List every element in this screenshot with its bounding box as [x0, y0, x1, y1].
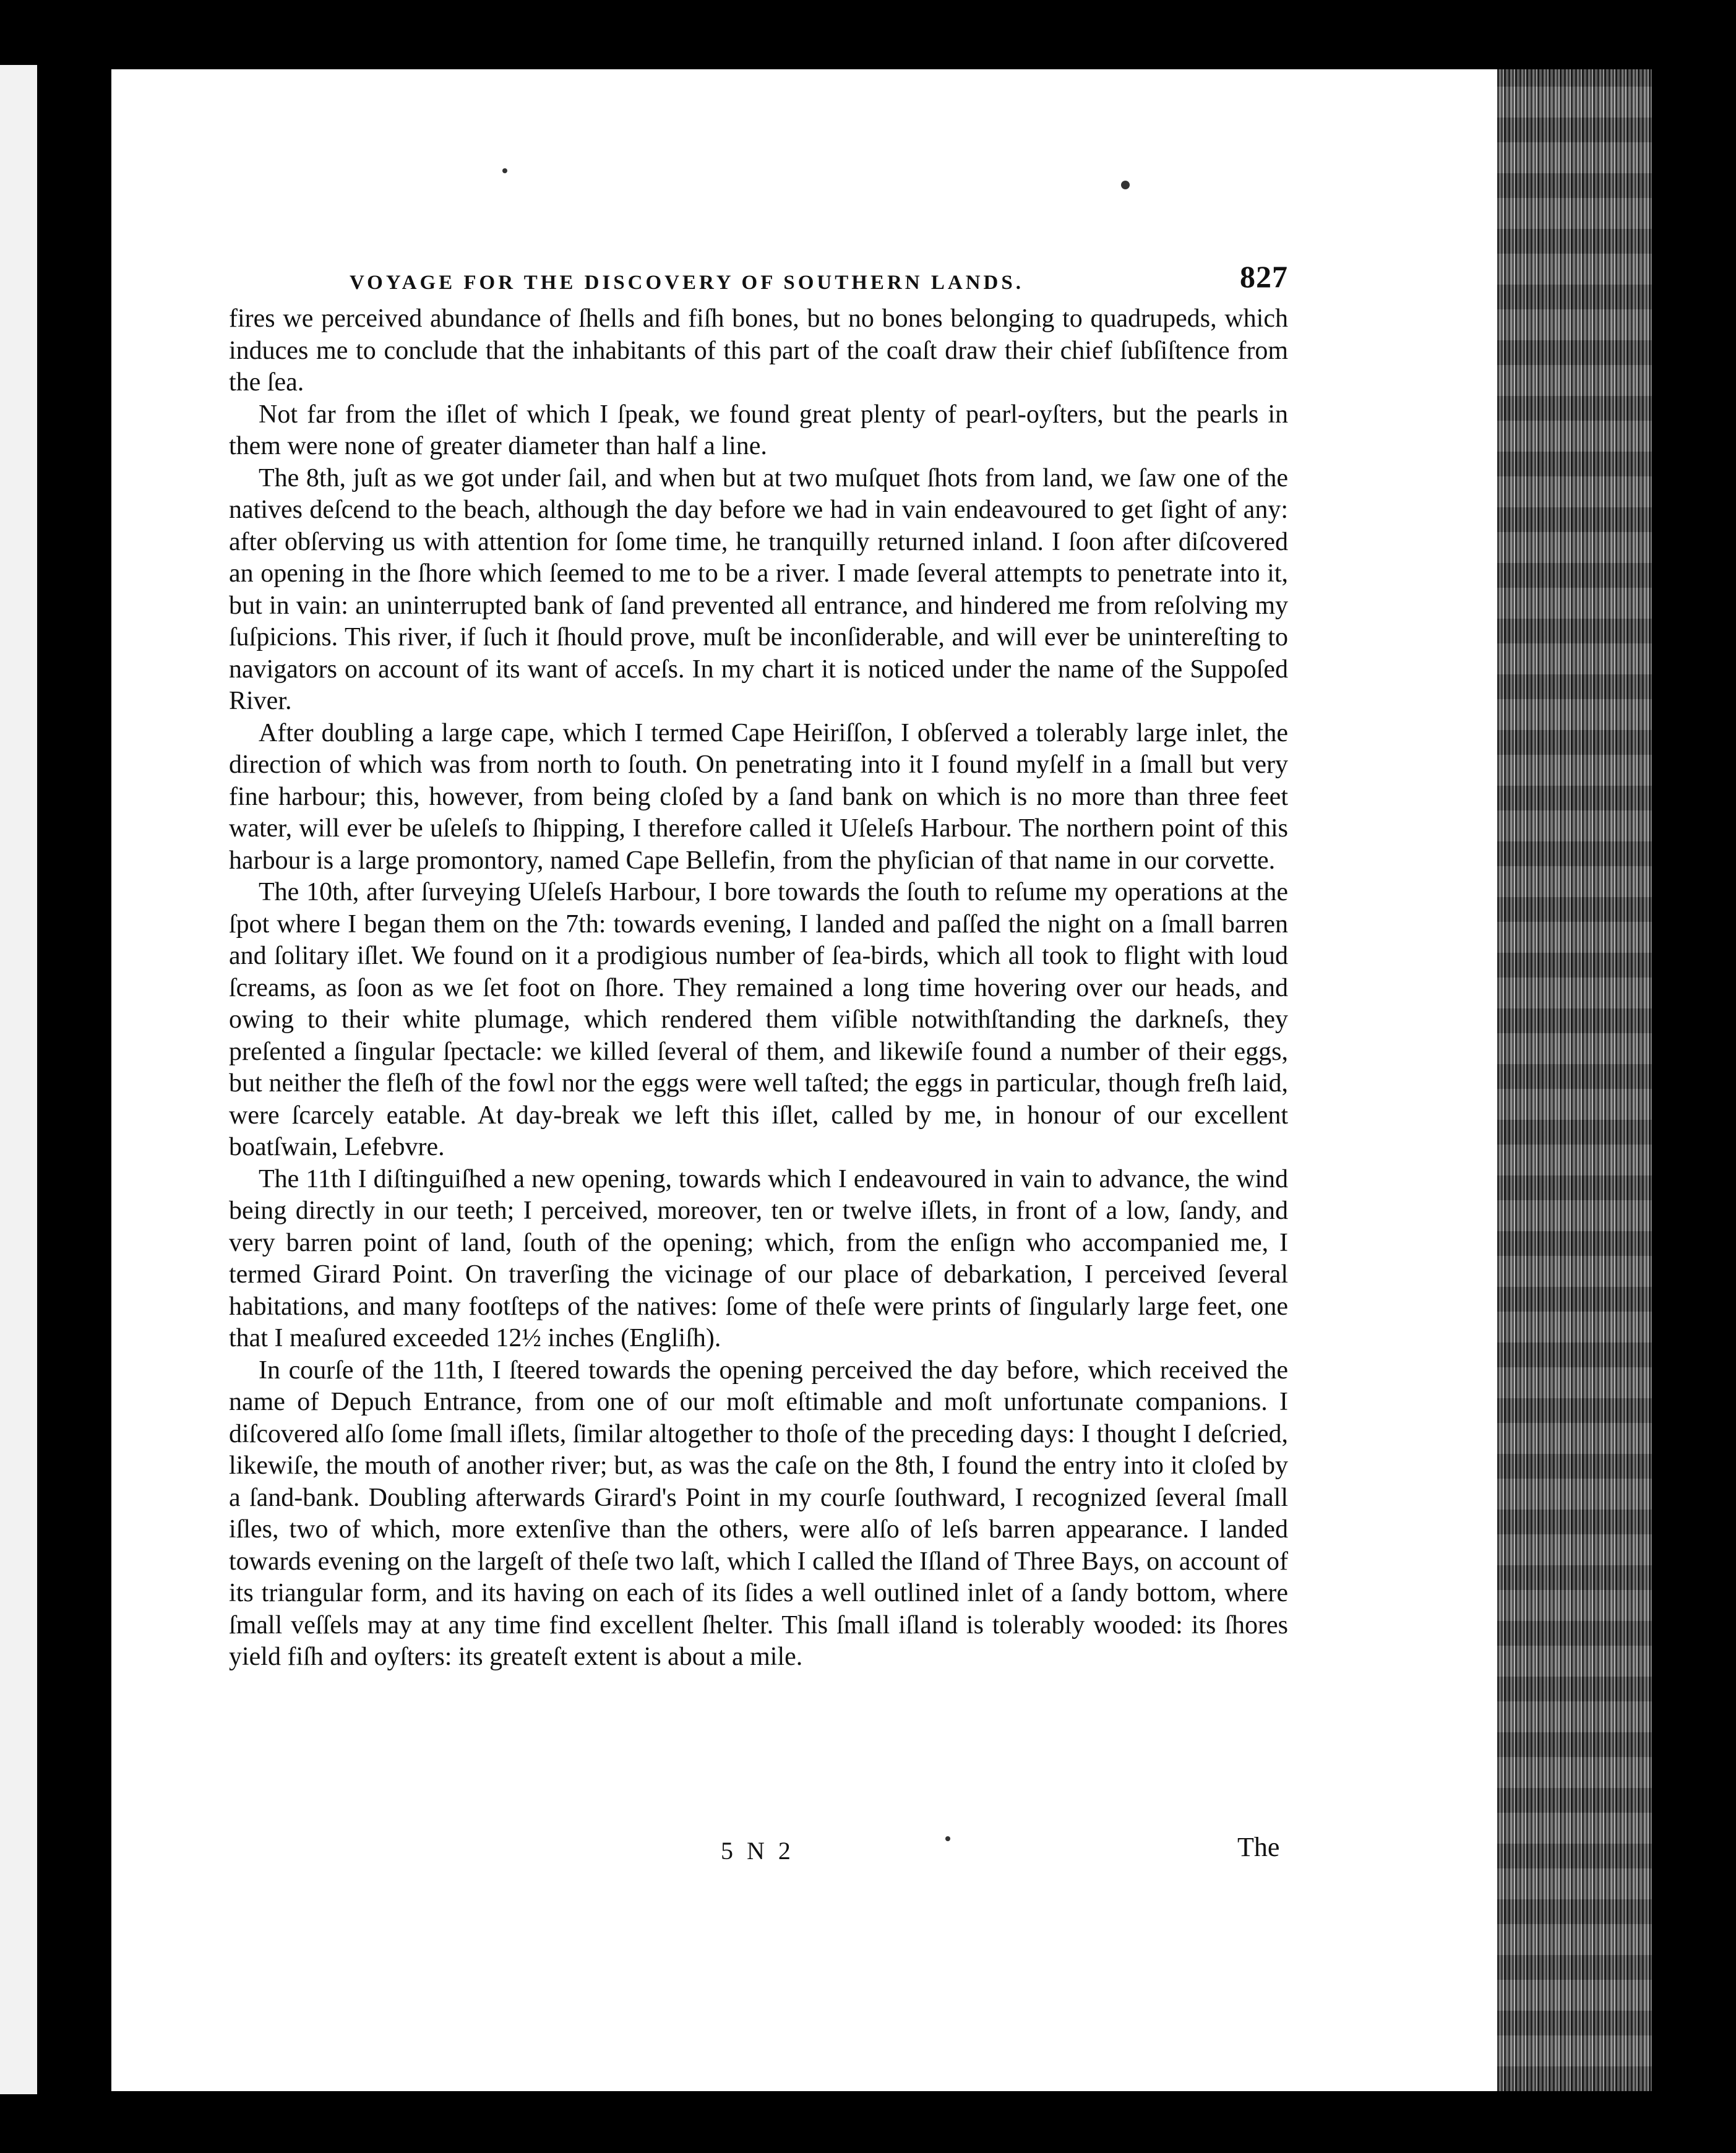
signature-mark: 5 N 2 — [721, 1837, 794, 1865]
paragraph: In courſe of the 11th, I ſteered towards the opening perceived the day before, which received the name of Depuch Entrance, from one of our moſt eſtimable and moſt unfortunate companions. I diſcovered alſo ſome ſmall iſlets, ſimilar altogether to thoſe of the preceding days: I thought I deſcried, likewiſe, the mouth of another river; but, as was the caſe on the 8th, I found the entry into it cloſed by a ſand-bank. Doubling afterwards Girard's Point in my courſe ſouthward, I recognized ſeveral ſmall iſles, two of which, more extenſive than the others, were alſo of leſs barren appearance. I landed towards evening on the largeſt of theſe two laſt, which I called the Iſland of Three Bays, on account of its triangular form, and its having on each of its ſides a well outlined inlet of a ſandy bottom, where ſmall veſſels may at any time find excellent ſhelter. This ſmall iſland is tolerably wooded: its ſhores yield fiſh and oyſters: its greateſt extent is about a mile. — [229, 1356, 1288, 1671]
paragraph: The 10th, after ſurveying Uſeleſs Harbour, I bore towards the ſouth to reſume my operations at the ſpot where I began them on the 7th: towards evening, I landed and paſſed the night on a ſmall barren and ſolitary iſlet. We found on it a prodigious number of ſea-birds, which all took to flight with loud ſcreams, as ſoon as we ſet foot on ſhore. They remained a long time hovering over our heads, and owing to their white plumage, which rendered them viſible notwithſtanding the darkneſs, they preſented a ſingular ſpectacle: we killed ſeveral of them, and likewiſe found a number of their eggs, but neither the fleſh of the fowl nor the eggs were well taſted; the eggs in particular, though freſh laid, were ſcarcely eatable. At day-break we left this iſlet, called by me, in honour of our excellent boatſwain, Lefebvre. — [229, 878, 1288, 1161]
catchword: The — [1237, 1832, 1280, 1862]
page-number: 827 — [1240, 259, 1288, 294]
ink-speck — [945, 1836, 950, 1841]
scan-right-margin — [1652, 69, 1736, 2091]
running-head — [229, 251, 1288, 294]
ink-speck — [502, 168, 507, 173]
body-text — [229, 303, 1288, 1674]
paragraph: The 8th, juſt as we got under ſail, and when but at two muſquet ſhots from land, we ſaw one of the natives deſcend to the beach, although the day before we had in vain endeavoured to get ſight of any: after obſerving us with attention for ſome time, he tranquilly returned inland. I ſoon after diſcovered an opening in the ſhore which ſeemed to me to be a river. I made ſeveral attempts to penetrate into it, but in vain: an uninterrupted bank of ſand prevented all entrance, and hindered me from reſolving my ſuſpicions. This river, if ſuch it ſhould prove, muſt be inconſiderable, and will ever be unintereſting to navigators on account of its want of acceſs. In my chart it is noticed under the name of the Suppoſed River. — [229, 463, 1288, 715]
paragraph: fires we perceived abundance of ſhells and fiſh bones, but no bones belonging to quadrupeds, which induces me to conclude that the inhabitants of this part of the coaſt draw their chief ſubſiſtence from the ſea. — [229, 304, 1288, 397]
facing-page-edge — [0, 65, 37, 2094]
paragraph: The 11th I diſtinguiſhed a new opening, towards which I endeavoured in vain to advance, the wind being directly in our teeth; I perceived, moreover, ten or twelve iſlets, in front of a low, ſandy, and very barren point of land, ſouth of the opening; which, from the enſign who accompanied me, I termed Girard Point. On traverſing the vicinage of our place of debarkation, I perceived ſeveral habitations, and many footſteps of the natives: ſome of theſe were prints of ſingularly large feet, one that I meaſured exceeded 12½ inches (Engliſh). — [229, 1164, 1288, 1352]
running-title: VOYAGE FOR THE DISCOVERY OF SOUTHERN LANDS. — [350, 272, 1024, 294]
paragraph: Not far from the iſlet of which I ſpeak, we found great plenty of pearl-oyſters, but the pearls in them were none of greater diameter than half a line. — [229, 400, 1288, 460]
page-edges-strip — [1497, 69, 1652, 2091]
ink-speck — [1121, 181, 1130, 189]
paragraph: After doubling a large cape, which I termed Cape Heiriſſon, I obſerved a tolerably large inlet, the direction of which was from north to ſouth. On penetrating into it I found myſelf in a ſmall but very fine harbour; this, however, from being cloſed by a ſand bank on which is no more than three feet water, will ever be uſeleſs to ſhipping, I therefore called it Uſeleſs Harbour. The northern point of this harbour is a large promontory, named Cape Bellefin, from the phyſician of that name in our corvette. — [229, 718, 1288, 875]
